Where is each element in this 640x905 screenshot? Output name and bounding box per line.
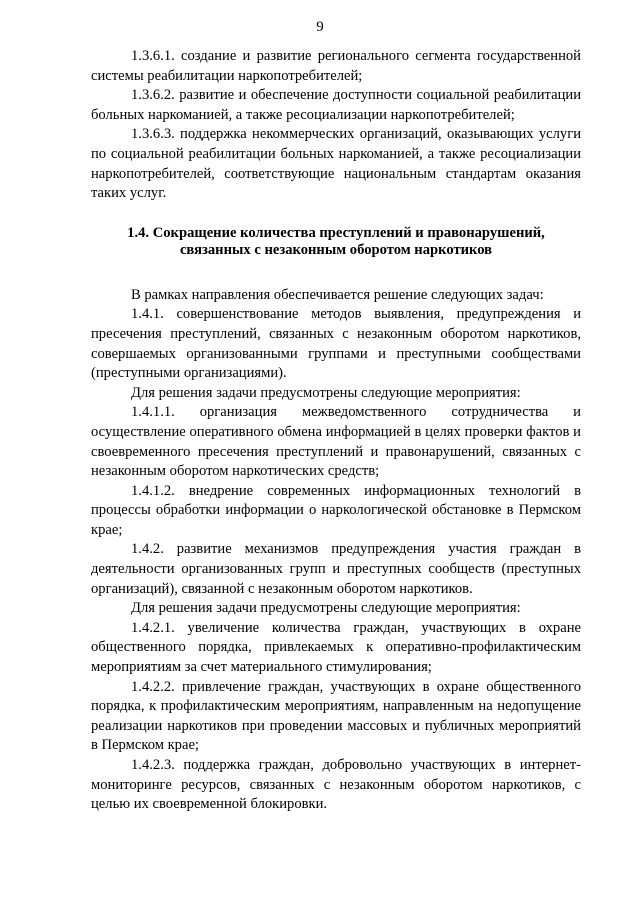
page-number: 9 (316, 19, 324, 35)
document-body (91, 47, 581, 815)
paragraph-intro-tasks: В рамках направления обеспечивается решение следующих задач: (131, 286, 544, 303)
paragraph-1-4-2-3: 1.4.2.3. поддержка граждан, добровольно участвующих в интернет-мониторинге ресурсов, связанных с незаконным оборотом наркотиков, с целью их своевременной блокировки. (91, 757, 581, 813)
paragraph-measures-intro: Для решения задачи предусмотрены следующие мероприятия: (131, 600, 521, 617)
section-heading-line-1: 1.4. Сокращение количества преступлений и правонарушений, (127, 224, 545, 241)
paragraph-1-3-6-3: 1.3.6.3. поддержка некоммерческих организаций, оказывающих услуги по социальной реабилитации больных наркоманией, а также ресоциализации наркопотребителей, соответствующие национальным стандартам оказания таких услуг. (91, 126, 581, 202)
paragraph-1-4-2: 1.4.2. развитие механизмов предупреждения участия граждан в деятельности организованных групп и преступных сообществ (преступных организаций), связанной с незаконным оборотом наркотиков. (91, 541, 581, 597)
paragraph-1-4-1: 1.4.1. совершенствование методов выявления, предупреждения и пресечения преступлений, связанных с незаконным оборотом наркотиков, совершаемых организованными группами и преступными сообществами (преступными организациями). (91, 306, 581, 382)
section-heading-line-2: связанных с незаконным оборотом наркотиков (179, 241, 493, 258)
paragraph-1-4-2-1: 1.4.2.1. увеличение количества граждан, участвующих в охране общественного порядка, привлекаемых к оперативно-профилактическим мероприятиям за счет материального стимулирования; (91, 619, 581, 676)
paragraph-1-4-1-2: 1.4.1.2. внедрение современных информационных технологий в процессы обработки информации о наркологической обстановке в Пермском крае; (91, 482, 581, 538)
paragraph-measures-intro: Для решения задачи предусмотрены следующие мероприятия: (131, 384, 521, 401)
paragraph-1-3-6-1: 1.3.6.1. создание и развитие регионального сегмента государственной системы реабилитации наркопотребителей; (91, 48, 581, 84)
paragraph-1-3-6-2: 1.3.6.2. развитие и обеспечение доступности социальной реабилитации больных наркоманией, а также ресоциализации наркопотребителей; (91, 87, 581, 123)
section-heading (91, 225, 581, 259)
paragraph-1-4-1-1: 1.4.1.1. организация межведомственного сотрудничества и осуществление оперативного обмена информацией в целях проверки фактов и своевременного пресечения преступлений и правонарушений, связанных с незаконным оборотом наркотических средств; (91, 404, 581, 480)
paragraph-1-4-2-2: 1.4.2.2. привлечение граждан, участвующих в охране общественного порядка, к профилактическим мероприятиям, направленным на недопущение реализации наркотиков при проведении массовых и публичных мероприятий в Пермском крае; (91, 678, 581, 754)
